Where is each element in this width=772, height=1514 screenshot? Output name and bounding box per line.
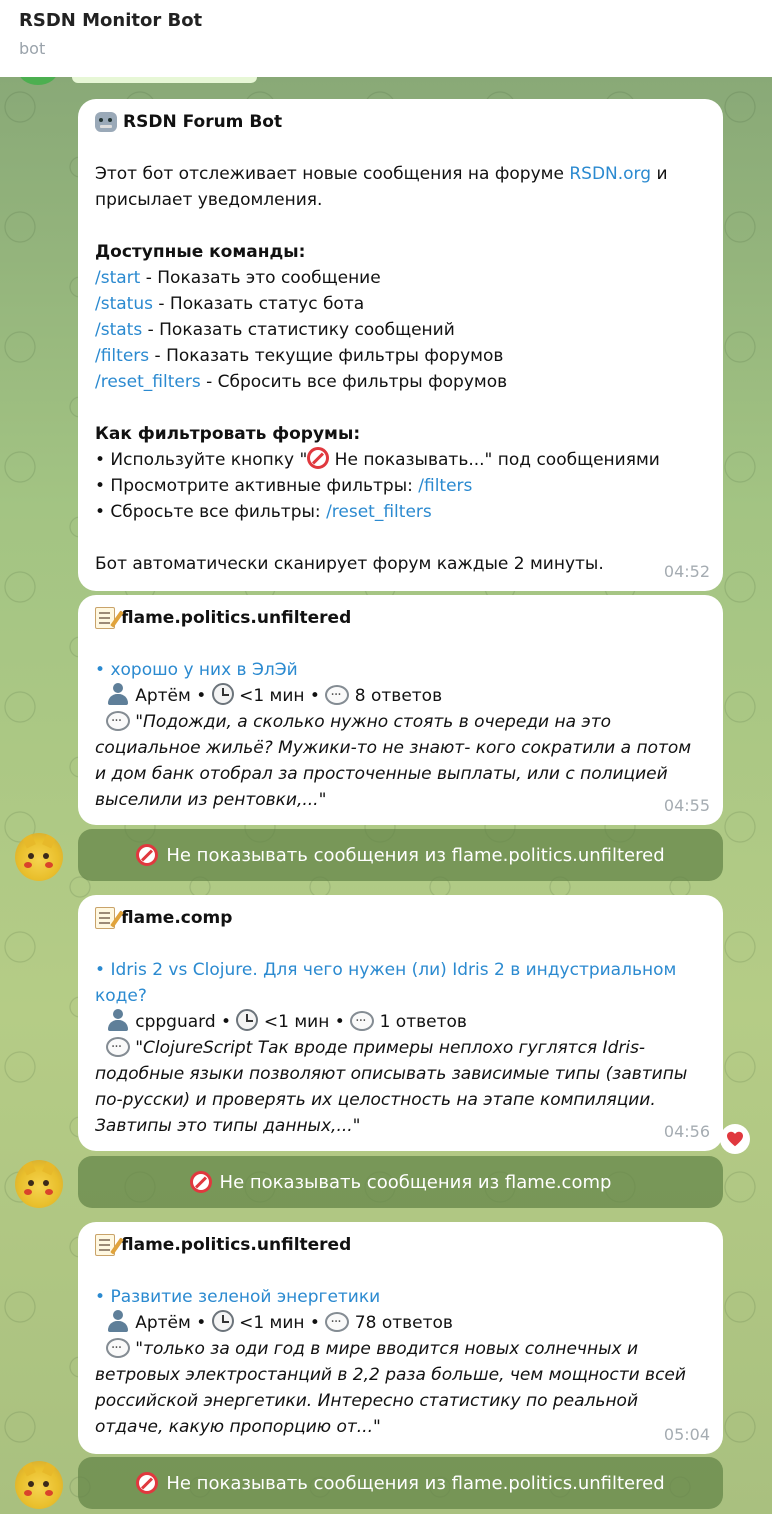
command-stats-link[interactable]: /stats: [95, 320, 143, 340]
intro-text: Этот бот отслеживает новые сообщения на форуме: [95, 164, 570, 184]
speech-bubble-icon: [106, 711, 130, 731]
prohibited-icon: [190, 1171, 212, 1193]
intro-text-end: и присылает уведомления.: [95, 164, 668, 210]
command-item: [95, 369, 706, 395]
speech-bubble-icon: [106, 1338, 130, 1358]
hide-forum-button-label: Не показывать сообщения из flame.politics.unfiltered: [166, 844, 665, 866]
topic-row: [95, 657, 706, 683]
post-quote-row: [95, 709, 706, 813]
post-title-row: [95, 905, 706, 931]
post-message[interactable]: [78, 595, 723, 825]
topic-link[interactable]: Idris 2 vs Clojure. Для чего нужен (ли) Idris 2 в индустриальном коде?: [95, 960, 677, 1006]
tip-text: • Используйте кнопку ": [95, 450, 308, 470]
chat-header: [0, 0, 772, 77]
command-item: [95, 317, 706, 343]
command-item: [95, 291, 706, 317]
memo-icon: [95, 907, 115, 929]
prohibited-icon: [136, 1472, 158, 1494]
user-icon: [106, 1310, 130, 1332]
message-time: 04:52: [663, 562, 710, 581]
chat-title[interactable]: RSDN Monitor Bot: [19, 10, 203, 31]
speech-bubble-icon: [350, 1011, 374, 1031]
prohibited-icon: [136, 844, 158, 866]
post-quote-row: [95, 1035, 706, 1139]
topic-row: [95, 957, 706, 1009]
post-age: <1 мин: [239, 686, 305, 706]
commands-heading: Доступные команды:: [95, 242, 306, 262]
memo-icon: [95, 607, 115, 629]
post-quote: "Подожди, а сколько нужно стоять в очереди на это социальное жильё? Мужики-то не знают- кого сократили а потом и дом банк отобрал за просточенные выплаты, или с полицией выселили из рентовки,...": [95, 712, 692, 810]
post-author: Артём: [135, 686, 191, 706]
tip-text: • Просмотрите активные фильтры:: [95, 476, 419, 496]
post-message[interactable]: [78, 895, 723, 1151]
filters-link[interactable]: /filters: [418, 476, 473, 496]
heart-reaction[interactable]: [720, 1124, 750, 1154]
topic-bullet: •: [95, 960, 111, 980]
reset-filters-link[interactable]: /reset_filters: [326, 502, 432, 522]
post-title-row: [95, 1232, 706, 1258]
topic-link[interactable]: Развитие зеленой энергетики: [110, 1287, 381, 1307]
filter-tip-3: [95, 499, 706, 525]
filter-heading: Как фильтровать форумы:: [95, 424, 361, 444]
forum-name: flame.comp: [121, 908, 233, 928]
filter-tip-1: [95, 447, 706, 473]
message-time: 04:56: [663, 1122, 710, 1141]
pikachu-avatar[interactable]: [15, 1461, 63, 1509]
message-time: 05:04: [663, 1425, 710, 1444]
user-icon: [106, 683, 130, 705]
prohibited-icon: [307, 447, 329, 469]
post-age: <1 мин: [263, 1012, 330, 1032]
post-replies: 1 ответов: [379, 1012, 467, 1032]
post-age: <1 мин: [239, 1313, 305, 1333]
command-desc: - Показать текущие фильтры форумов: [149, 346, 504, 366]
hide-forum-button[interactable]: [78, 1156, 723, 1208]
chat-subtitle: bot: [19, 39, 46, 58]
pikachu-avatar[interactable]: [15, 1160, 63, 1208]
rsdn-link[interactable]: RSDN.org: [569, 164, 652, 184]
robot-icon: [95, 112, 117, 132]
post-meta: Артём • <1 мин • ··· 78 ответов: [95, 1310, 706, 1336]
welcome-title: RSDN Forum Bot: [123, 112, 283, 132]
post-quote: "ClojureScript Так вроде примеры неплохо гуглятся Idris-подобные языки позволяют описывать зависимые типы (завтипы по-русски) и проверять их целостность на этапе компиляции. Завтипы это типы данных,...": [95, 1038, 688, 1136]
speech-bubble-icon: [325, 1312, 349, 1332]
command-status-link[interactable]: /status: [95, 294, 153, 314]
tip-text: • Сбросьте все фильтры:: [95, 502, 327, 522]
command-item: [95, 343, 706, 369]
message-list[interactable]: [0, 77, 772, 1514]
clock-icon: [212, 1310, 234, 1332]
tip-text: Не показывать..." под сообщениями: [329, 450, 660, 470]
command-start-link[interactable]: /start: [95, 268, 141, 288]
post-author: cppguard: [135, 1012, 216, 1032]
forum-name: flame.politics.unfiltered: [121, 1235, 352, 1255]
post-quote-row: [95, 1336, 706, 1440]
memo-icon: [95, 1234, 115, 1256]
hide-forum-button-label: Не показывать сообщения из flame.comp: [219, 1171, 612, 1193]
topic-row: [95, 1284, 706, 1310]
post-author: Артём: [135, 1313, 191, 1333]
topic-link[interactable]: хорошо у них в ЭлЭй: [110, 660, 298, 680]
command-desc: - Показать статистику сообщений: [142, 320, 455, 340]
previous-message-bubble: [72, 77, 257, 83]
post-replies: 8 ответов: [354, 686, 443, 706]
command-filters-link[interactable]: /filters: [95, 346, 150, 366]
welcome-message[interactable]: [78, 99, 723, 591]
command-reset-filters-link[interactable]: /reset_filters: [95, 372, 201, 392]
topic-bullet: •: [95, 660, 111, 680]
hide-forum-button-label: Не показывать сообщения из flame.politics.unfiltered: [166, 1472, 665, 1494]
hide-forum-button[interactable]: [78, 1457, 723, 1509]
welcome-intro: [95, 161, 706, 213]
command-desc: - Сбросить все фильтры форумов: [200, 372, 508, 392]
post-meta: Артём • <1 мин • ··· 8 ответов: [95, 683, 706, 709]
post-quote: "только за оди год в мире вводится новых солнечных и ветровых электростанций в 2,2 раза больше, чем мощности всей российской энергетики. Интересно статистику по реальной отдаче, какую пропорцию от...": [95, 1339, 686, 1437]
speech-bubble-icon: [106, 1037, 130, 1057]
forum-name: flame.politics.unfiltered: [121, 608, 352, 628]
welcome-title-row: [95, 109, 706, 135]
heart-icon: [726, 1131, 744, 1147]
speech-bubble-icon: [325, 685, 349, 705]
command-item: [95, 265, 706, 291]
topic-bullet: •: [95, 1287, 111, 1307]
message-time: 04:55: [663, 796, 710, 815]
command-desc: - Показать это сообщение: [140, 268, 381, 288]
post-meta: cppguard • <1 мин • ··· 1 ответов: [95, 1009, 706, 1035]
post-title-row: [95, 605, 706, 631]
pikachu-avatar[interactable]: [15, 833, 63, 881]
filter-tip-2: [95, 473, 706, 499]
hide-forum-button[interactable]: [78, 829, 723, 881]
post-replies: 78 ответов: [354, 1313, 453, 1333]
post-message[interactable]: [78, 1222, 723, 1454]
user-icon: [106, 1009, 130, 1031]
welcome-footer: Бот автоматически сканирует форум каждые 2 минуты.: [95, 554, 604, 574]
clock-icon: [212, 683, 234, 705]
command-desc: - Показать статус бота: [152, 294, 365, 314]
clock-icon: [236, 1009, 258, 1031]
